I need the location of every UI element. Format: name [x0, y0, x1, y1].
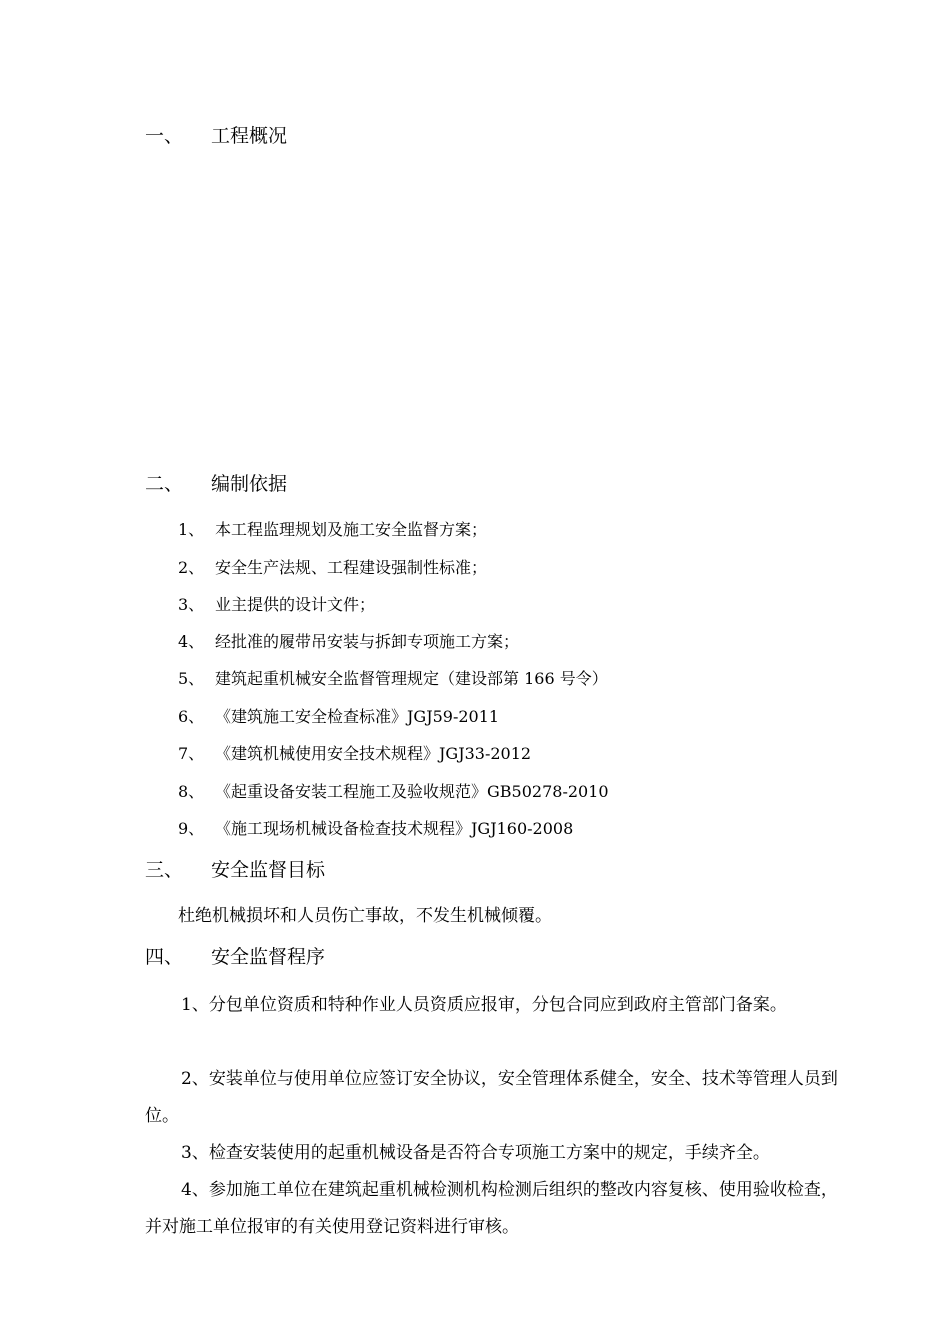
basis-item: [178, 709, 738, 729]
item-text: 建筑起重机械安全监督管理规定（建设部第 166 号令）: [215, 669, 608, 688]
section-number: 一、: [145, 125, 184, 147]
item-text: 《施工现场机械设备检查技术规程》JGJ160-2008: [215, 819, 574, 838]
item-number: 8、: [178, 782, 205, 801]
section-heading-3: [145, 861, 745, 883]
goal-text: 杜绝机械损坏和人员伤亡事故，不发生机械倾覆。: [178, 906, 552, 926]
section-title: 安全监督目标: [211, 859, 326, 881]
item-text: 《建筑机械使用安全技术规程》JGJ33-2012: [215, 744, 532, 763]
item-number: 6、: [178, 707, 205, 726]
basis-item: [178, 560, 738, 580]
section-title: 安全监督程序: [211, 946, 326, 968]
procedure-paragraph: 3、检查安装使用的起重机械设备是否符合专项施工方案中的规定，手续齐全。: [181, 1143, 770, 1163]
basis-item: [178, 522, 738, 542]
item-number: 1、: [178, 520, 205, 539]
item-number: 7、: [178, 744, 205, 763]
item-number: 3、: [178, 595, 205, 614]
basis-item: [178, 597, 738, 617]
item-text: 经批准的履带吊安装与拆卸专项施工方案；: [215, 632, 520, 651]
basis-item: [178, 671, 738, 691]
item-number: 4、: [178, 632, 205, 651]
section-heading-2: [145, 475, 745, 497]
section-number: 四、: [145, 946, 184, 968]
item-text: 安全生产法规、工程建设强制性标准；: [215, 558, 488, 577]
item-number: 2、: [178, 558, 205, 577]
section-heading-1: [145, 127, 745, 149]
basis-item: [178, 634, 738, 654]
section-heading-4: [145, 948, 745, 970]
item-text: 业主提供的设计文件；: [215, 595, 376, 614]
item-text: 《建筑施工安全检查标准》JGJ59-2011: [215, 707, 500, 726]
basis-item: [178, 746, 738, 766]
item-number: 5、: [178, 669, 205, 688]
section-number: 二、: [145, 473, 184, 495]
item-number: 9、: [178, 819, 205, 838]
section-number: 三、: [145, 859, 184, 881]
procedure-paragraph: 2、安装单位与使用单位应签订安全协议，安全管理体系健全，安全、技术等管理人员到位。: [145, 1069, 838, 1126]
section-title: 编制依据: [211, 473, 288, 495]
basis-item: [178, 784, 738, 804]
section-title: 工程概况: [211, 125, 288, 147]
procedure-paragraph: 1、分包单位资质和特种作业人员资质应报审，分包合同应到政府主管部门备案。: [181, 995, 787, 1015]
item-text: 《起重设备安装工程施工及验收规范》GB50278-2010: [215, 782, 609, 801]
procedure-paragraph: 4、参加施工单位在建筑起重机械检测机构检测后组织的整改内容复核、使用验收检查，并对施工单位报审的有关使用登记资料进行审核。: [145, 1180, 838, 1237]
basis-item: [178, 821, 738, 841]
item-text: 本工程监理规划及施工安全监督方案；: [215, 520, 488, 539]
